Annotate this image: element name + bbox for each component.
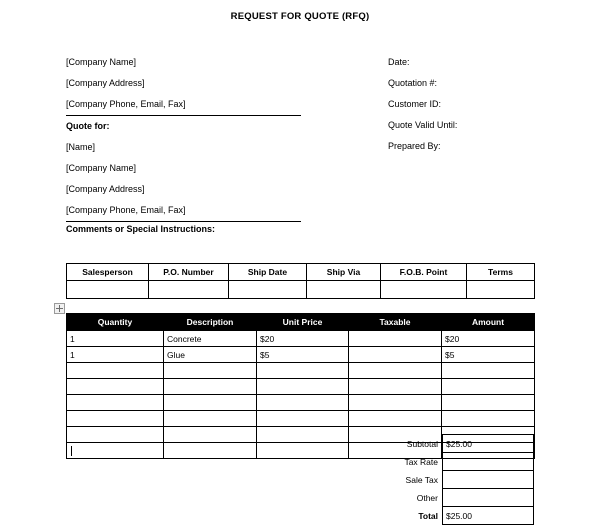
company-address-field[interactable]: [Company Address]: [66, 78, 145, 88]
table-row[interactable]: [67, 411, 535, 427]
quote-for-contact-field[interactable]: [Company Phone, Email, Fax]: [66, 200, 301, 222]
cell-quantity-active[interactable]: [67, 443, 164, 459]
cell-ship-date[interactable]: [229, 281, 307, 299]
sales-table: [66, 263, 535, 299]
cell-unit-price[interactable]: [257, 379, 349, 395]
label-total: Total: [418, 510, 438, 521]
cell-amount[interactable]: [442, 411, 535, 427]
customer-id-label[interactable]: Customer ID:: [388, 99, 442, 109]
cell-description[interactable]: [164, 427, 257, 443]
cell-taxable[interactable]: [349, 363, 442, 379]
quotation-number-label[interactable]: Quotation #:: [388, 78, 438, 88]
totals-row-subtotal: [347, 435, 534, 453]
label-sale-tax: Sale Tax: [405, 474, 438, 485]
cell-taxable[interactable]: [349, 411, 442, 427]
cell-amount[interactable]: $20: [442, 331, 535, 347]
cell-amount[interactable]: [442, 379, 535, 395]
company-info-block: [66, 52, 301, 222]
quote-meta-block: [388, 52, 568, 157]
cell-description[interactable]: Concrete: [164, 331, 257, 347]
col-terms: Terms: [467, 264, 535, 281]
cell-unit-price[interactable]: [257, 443, 349, 459]
cell-unit-price[interactable]: [257, 427, 349, 443]
value-total[interactable]: $25.00: [443, 507, 534, 525]
company-name-field[interactable]: [Company Name]: [66, 57, 137, 67]
cell-unit-price[interactable]: $5: [257, 347, 349, 363]
table-row[interactable]: [67, 331, 535, 347]
col-ship-date: Ship Date: [229, 264, 307, 281]
cell-quantity[interactable]: [67, 379, 164, 395]
col-description: Description: [164, 314, 257, 331]
col-salesperson: Salesperson: [67, 264, 149, 281]
cell-unit-price[interactable]: [257, 363, 349, 379]
table-move-handle-icon[interactable]: [54, 303, 65, 314]
table-row[interactable]: [67, 347, 535, 363]
cell-quantity[interactable]: [67, 427, 164, 443]
col-ship-via: Ship Via: [307, 264, 381, 281]
quote-for-label: Quote for:: [66, 121, 110, 131]
cell-amount[interactable]: [442, 363, 535, 379]
cell-salesperson[interactable]: [67, 281, 149, 299]
cell-taxable[interactable]: [349, 347, 442, 363]
col-amount: Amount: [442, 314, 535, 331]
table-row[interactable]: [67, 379, 535, 395]
cell-description[interactable]: [164, 411, 257, 427]
quote-valid-until-label[interactable]: Quote Valid Until:: [388, 120, 458, 130]
col-unit-price: Unit Price: [257, 314, 349, 331]
cell-description[interactable]: [164, 395, 257, 411]
table-header-row: [67, 264, 535, 281]
page-title: REQUEST FOR QUOTE (RFQ): [230, 11, 370, 22]
date-label[interactable]: Date:: [388, 57, 410, 67]
items-header-row: [67, 314, 535, 331]
value-tax-rate[interactable]: [443, 453, 534, 471]
cell-po-number[interactable]: [149, 281, 229, 299]
table-row[interactable]: [67, 363, 535, 379]
label-subtotal: Subtotal: [406, 438, 438, 449]
cell-taxable[interactable]: [349, 395, 442, 411]
prepared-by-label[interactable]: Prepared By:: [388, 141, 441, 151]
table-row[interactable]: [67, 281, 535, 299]
cell-quantity[interactable]: [67, 363, 164, 379]
col-po-number: P.O. Number: [149, 264, 229, 281]
cell-description[interactable]: Glue: [164, 347, 257, 363]
cell-quantity[interactable]: 1: [67, 331, 164, 347]
quote-for-name-field[interactable]: [Name]: [66, 142, 96, 152]
col-quantity: Quantity: [67, 314, 164, 331]
cell-description[interactable]: [164, 363, 257, 379]
cell-description[interactable]: [164, 443, 257, 459]
label-tax-rate: Tax Rate: [404, 456, 438, 467]
cell-quantity[interactable]: [67, 411, 164, 427]
cell-taxable[interactable]: [349, 331, 442, 347]
quote-for-address-field[interactable]: [Company Address]: [66, 184, 145, 194]
col-fob-point: F.O.B. Point: [381, 264, 467, 281]
cell-unit-price[interactable]: $20: [257, 331, 349, 347]
col-taxable: Taxable: [349, 314, 442, 331]
value-sale-tax[interactable]: [443, 471, 534, 489]
quote-for-company-field[interactable]: [Company Name]: [66, 163, 137, 173]
value-other[interactable]: [443, 489, 534, 507]
cell-amount[interactable]: $5: [442, 347, 535, 363]
totals-row-tax-rate: [347, 453, 534, 471]
totals-row-sale-tax: [347, 471, 534, 489]
value-subtotal[interactable]: $25.00: [443, 435, 534, 453]
company-contact-field[interactable]: [Company Phone, Email, Fax]: [66, 94, 301, 116]
totals-row-total: [347, 507, 534, 525]
cell-taxable[interactable]: [349, 379, 442, 395]
cell-quantity[interactable]: [67, 395, 164, 411]
cell-terms[interactable]: [467, 281, 535, 299]
cell-quantity[interactable]: 1: [67, 347, 164, 363]
label-other: Other: [416, 492, 438, 503]
totals-table: [347, 434, 534, 525]
comments-label: Comments or Special Instructions:: [66, 224, 216, 234]
table-row[interactable]: [67, 395, 535, 411]
cell-amount[interactable]: [442, 395, 535, 411]
cell-ship-via[interactable]: [307, 281, 381, 299]
cell-fob-point[interactable]: [381, 281, 467, 299]
cell-unit-price[interactable]: [257, 395, 349, 411]
cell-unit-price[interactable]: [257, 411, 349, 427]
cell-description[interactable]: [164, 379, 257, 395]
text-cursor-icon: [71, 446, 72, 456]
totals-row-other: [347, 489, 534, 507]
